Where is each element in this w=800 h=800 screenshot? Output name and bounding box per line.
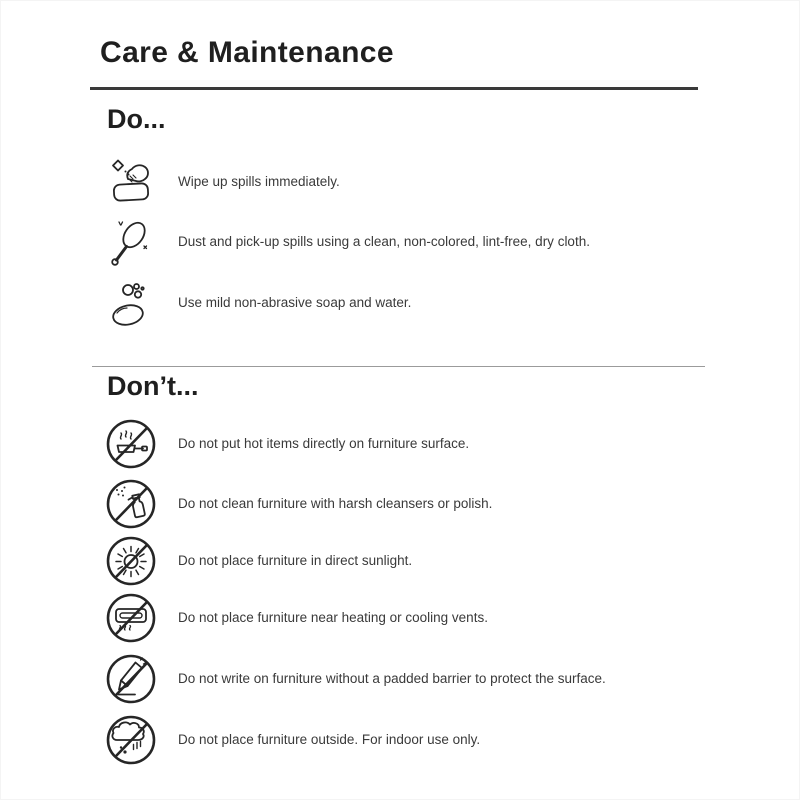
do-section-heading: Do... xyxy=(107,104,166,134)
list-item xyxy=(105,535,412,587)
item-text: Do not put hot items directly on furniture surface. xyxy=(178,436,470,452)
dont-section-heading: Don’t... xyxy=(107,371,199,401)
title-divider xyxy=(90,87,698,90)
sponge-wipe-icon xyxy=(105,156,157,208)
item-text: Do not place furniture outside. For indoor use only. xyxy=(178,732,481,748)
item-text: Wipe up spills immediately. xyxy=(178,174,340,190)
page-title: Care & Maintenance xyxy=(100,36,394,69)
section-divider xyxy=(92,366,705,367)
list-item xyxy=(105,418,469,470)
item-text: Do not write on furniture without a padded barrier to protect the surface. xyxy=(178,671,606,687)
list-item xyxy=(105,216,590,268)
no-writing-icon xyxy=(105,653,157,705)
no-direct-sunlight-icon xyxy=(105,535,157,587)
list-item xyxy=(105,592,488,644)
list-item xyxy=(105,277,411,329)
list-item xyxy=(105,156,340,208)
no-harsh-cleansers-icon xyxy=(105,478,157,530)
item-text: Do not clean furniture with harsh cleansers or polish. xyxy=(178,496,493,512)
no-heating-vents-icon xyxy=(105,592,157,644)
soap-icon xyxy=(105,277,157,329)
duster-icon xyxy=(105,216,157,268)
item-text: Dust and pick-up spills using a clean, non-colored, lint-free, dry cloth. xyxy=(178,234,590,250)
list-item xyxy=(105,714,480,766)
item-text: Do not place furniture in direct sunlight. xyxy=(178,553,413,569)
item-text: Do not place furniture near heating or cooling vents. xyxy=(178,610,488,626)
no-hot-items-icon xyxy=(105,418,157,470)
no-outdoor-use-icon xyxy=(105,714,157,766)
list-item xyxy=(105,478,492,530)
item-text: Use mild non-abrasive soap and water. xyxy=(178,295,412,311)
list-item xyxy=(105,653,606,705)
